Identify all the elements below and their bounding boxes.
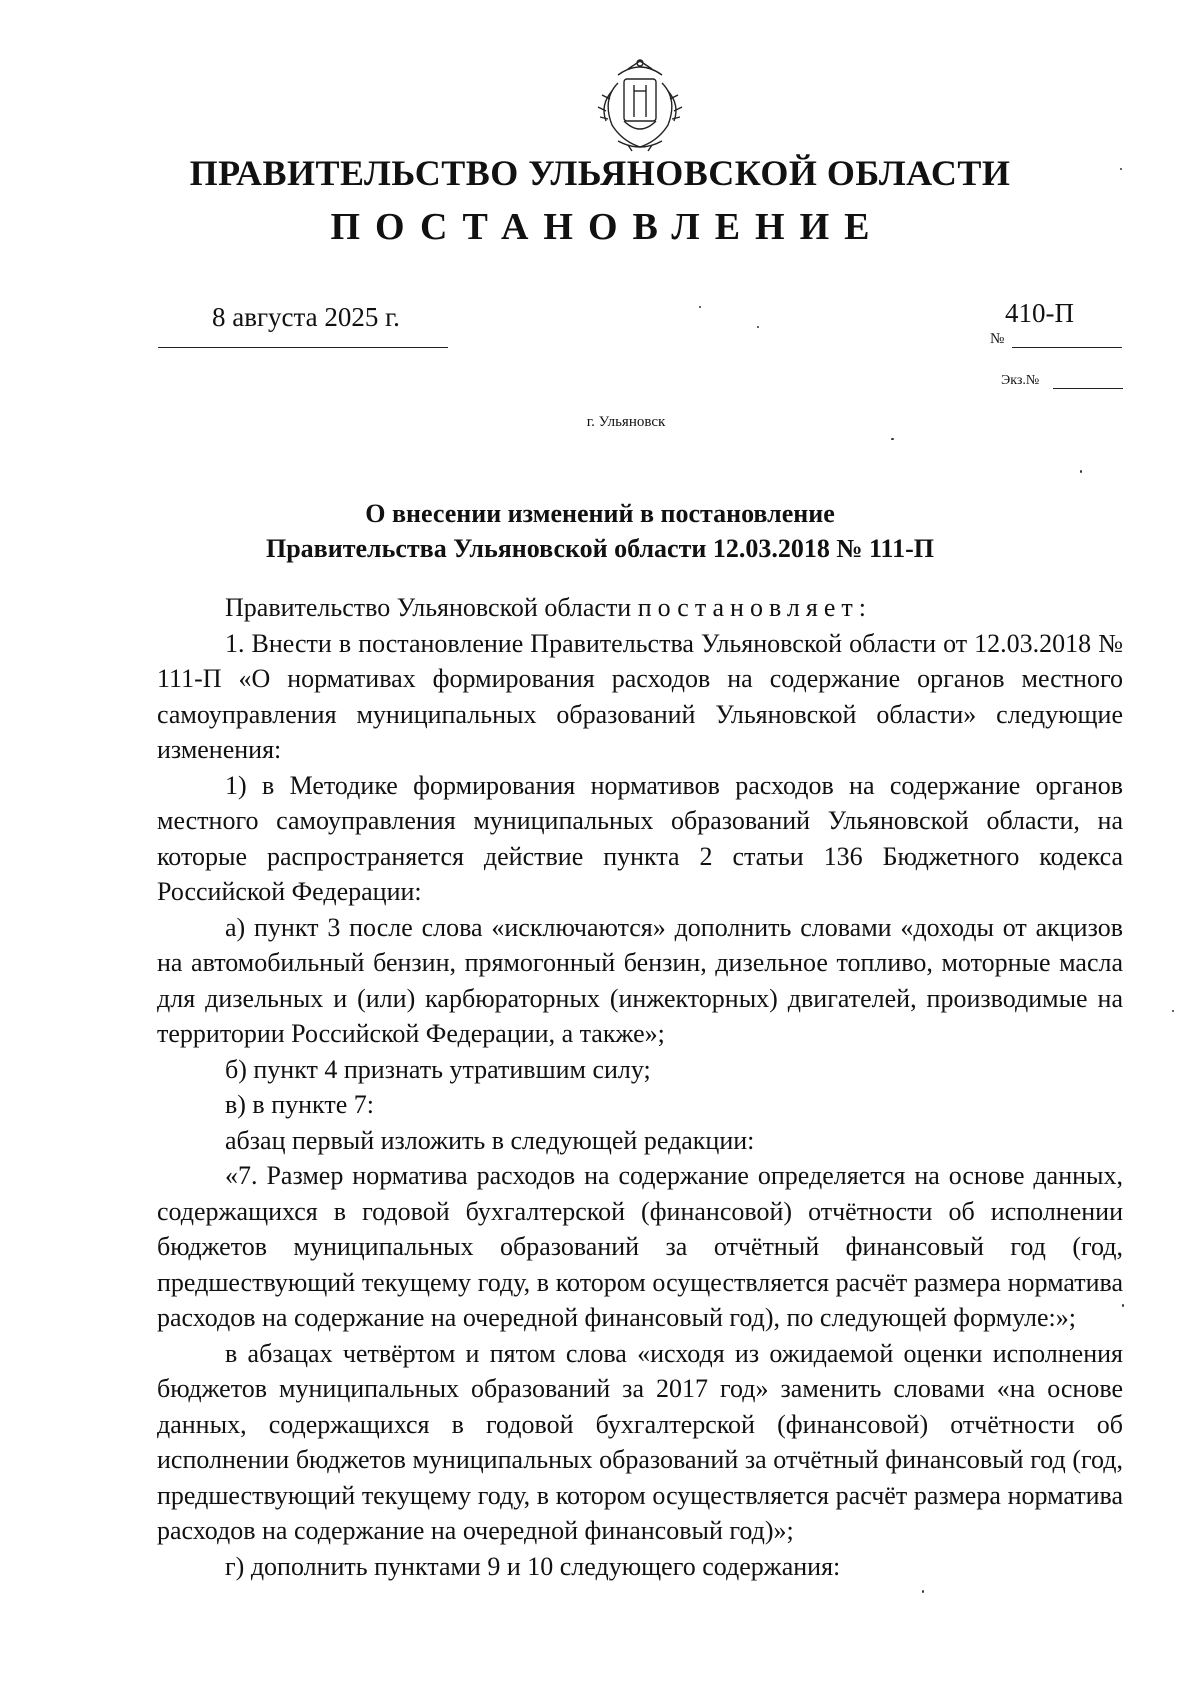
- document-type-title: ПОСТАНОВЛЕНИЕ: [330, 206, 885, 248]
- number-label: №: [990, 331, 1005, 347]
- copy-number-label: Экз.№: [1001, 373, 1040, 388]
- scan-speck: [699, 306, 701, 308]
- scan-speck: [1080, 470, 1082, 473]
- paragraph-6: абзац первый изложить в следующей редакции:: [225, 1125, 755, 1155]
- preamble-text: Правительство Ульяновской области: [225, 593, 638, 622]
- scan-speck: [922, 1590, 924, 1593]
- paragraph-8: в абзацах четвёртом и пятом слова «исходя из ожидаемой оценки исполнения бюджетов муниципальных образований за 2017 год» заменить словами «на основе данных, содержащихся в годовой бухгалтерской (финансовой) отчётности об исполнении бюджетов муниципальных образований за отчётный финансовый год (год, предшествующий текущему году, в котором осуществляется расчёт размера норматива расходов на содержание на очередной финансовый год)»;: [157, 1338, 1123, 1545]
- scan-speck: [757, 326, 759, 328]
- paragraph-4: б) пункт 4 признать утратившим силу;: [225, 1054, 651, 1084]
- preamble-verb: постановляет: [637, 593, 859, 622]
- paragraph-preamble: [157, 590, 1123, 626]
- document-heading: [0, 496, 1200, 566]
- scan-speck: [1122, 1304, 1124, 1307]
- paragraph-3: а) пункт 3 после слова «исключаются» дополнить словами «доходы от акцизов на автомобильный бензин, прямогонный бензин, дизельное топливо, моторные масла для дизельных и (или) карбюраторных (инжекторных) двигателей, производимые на территории Российской Федерации, а также»;: [157, 912, 1123, 1048]
- scan-speck: [1120, 168, 1122, 170]
- document-date: 8 августа 2025 г.: [212, 302, 400, 332]
- document-number: 410-П: [1005, 298, 1074, 328]
- paragraph-5: в) в пункте 7:: [225, 1090, 374, 1119]
- date-underline: [158, 347, 448, 348]
- scan-speck: [891, 438, 894, 440]
- coat-of-arms-emblem: [588, 55, 692, 155]
- paragraph-2: 1) в Методике формирования нормативов расходов на содержание органов местного самоуправления муниципальных образований Ульяновской области, на которые распространяется действие пункта 2 статьи 136 Бюджетного кодекса Российской Федерации:: [157, 770, 1123, 906]
- copy-number-underline: [1053, 388, 1123, 389]
- preamble-colon: :: [858, 593, 866, 622]
- heading-line-2: Правительства Ульяновской области 12.03.2018 № 111-П: [266, 534, 934, 563]
- paragraph-7: «7. Размер норматива расходов на содержание определяется на основе данных, содержащихся в годовой бухгалтерской (финансовой) отчётности об исполнении бюджетов муниципальных образований за отчётный финансовый год (год, предшествующий текущему году, в котором осуществляется расчёт размера норматива расходов на содержание на очередной финансовый год), по следующей формуле:»;: [157, 1161, 1123, 1332]
- number-underline: [1012, 347, 1122, 348]
- city-name: г. Ульяновск: [586, 414, 666, 430]
- government-title: ПРАВИТЕЛЬСТВО УЛЬЯНОВСКОЙ ОБЛАСТИ: [189, 153, 1011, 193]
- paragraph-9: г) дополнить пунктами 9 и 10 следующего содержания:: [225, 1551, 841, 1581]
- paragraph-1: 1. Внести в постановление Правительства Ульяновской области от 12.03.2018 № 111-П «О нормативах формирования расходов на содержание органов местного самоуправления муниципальных образований Ульяновской области» следующие изменения:: [157, 628, 1123, 764]
- heading-line-1: О внесении изменений в постановление: [365, 499, 835, 528]
- scan-speck: [1172, 1010, 1174, 1012]
- document-body: [157, 590, 1123, 1584]
